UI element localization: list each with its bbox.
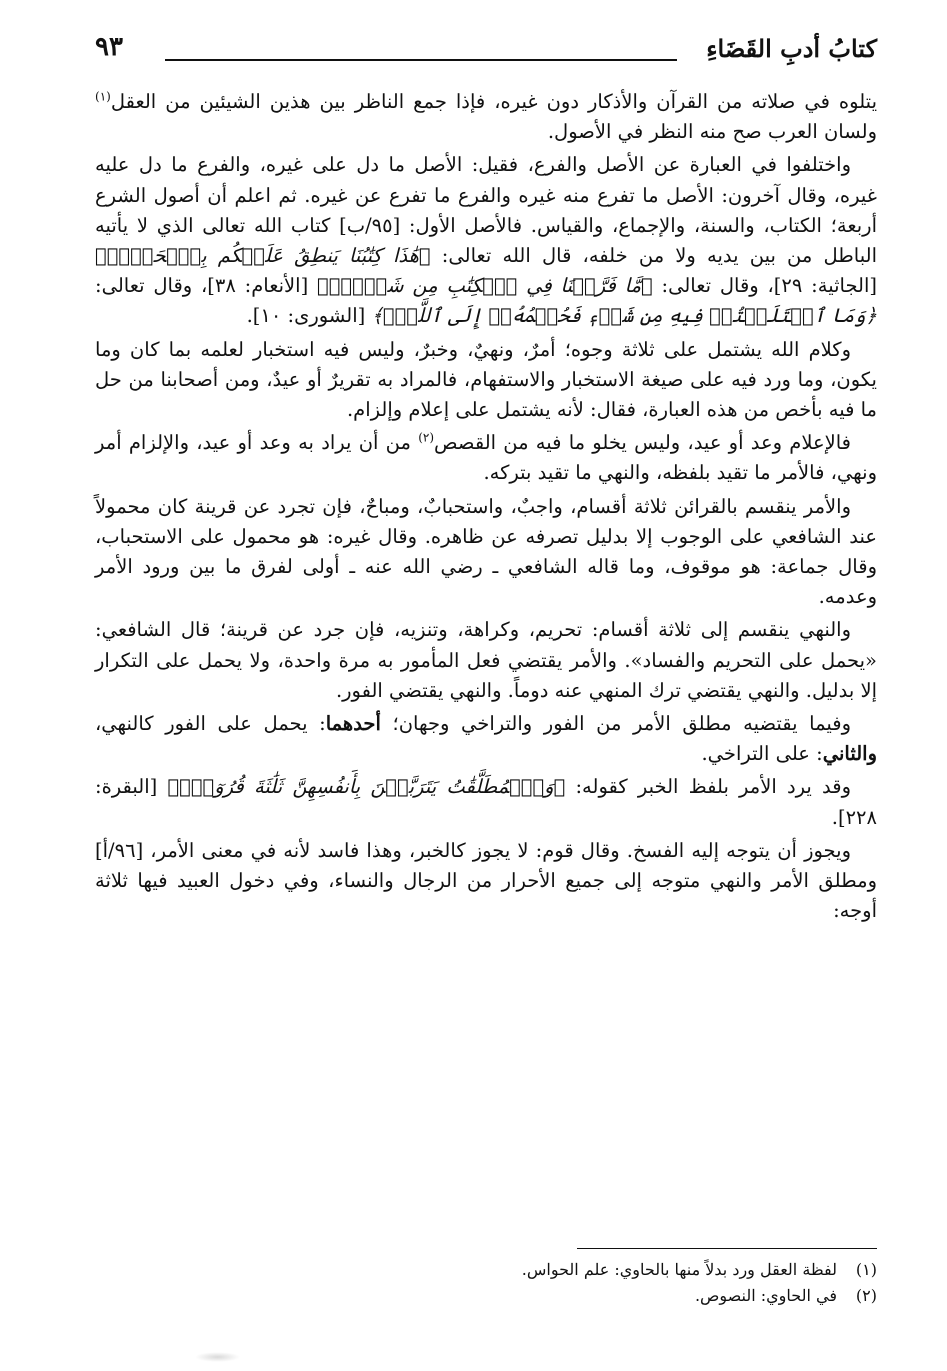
main-text <box>95 87 877 929</box>
paragraph-8: وقد يرد الأمر بلفظ الخبر كقوله: ﴿وَٱلۡمُطَلَّقَٰتُ يَتَرَبَّصۡنَ بِأَنفُسِهِنَّ ثَلَٰثَةَ قُرُوٓءٖۚ﴾ [البقرة: ٢٢٨]. <box>95 775 877 829</box>
footnote-ref-1[interactable]: (١) <box>95 89 111 104</box>
bold-term: والثاني <box>822 742 877 766</box>
footnote-rule <box>577 1248 877 1249</box>
running-header <box>95 28 877 72</box>
header-rule <box>165 59 677 61</box>
paragraph-4: فالإعلام وعد أو عيد، وليس يخلو ما فيه من القصص$^{(٢)}$ من أن يراد به وعد أو عيد، والإلزام أمر ونهي، فالأمر ما تقيد بلفظه، والنهي ما تقيد بتركه. <box>95 430 877 485</box>
paragraph-3: وكلام الله يشتمل على ثلاثة وجوه؛ أمرٌ، ونهيٌ، وخبرٌ، وليس فيه استخبار لعلمه بما كان وما يكون، وما ورد فيه على صيغة الاستخبار والاستفهام، فالمراد به تقريرٌ أو عيدٌ، ومن أصحابنا من حل ما فيه بأخص من هذه العبارة، فقال: لأنه يشتمل على إعلام وإلزام. <box>95 337 877 422</box>
paragraph-7: وفيما يقتضيه مطلق الأمر من الفور والتراخي وجهان؛ أحدهما: يحمل على الفور كالنهي، والثاني: على التراخي. <box>95 712 877 766</box>
quran-verse: ﴿هَٰذَا كِتَٰبُنَا يَنطِقُ عَلَيۡكُم بِٱلۡحَقِّۚ﴾ <box>95 244 431 268</box>
footnote-text: في الحاوي: النصوص. <box>694 1286 837 1305</box>
paragraph-1: يتلوه في صلاته من القرآن والأذكار دون غيره، فإذا جمع الناظر بين هذين الشيئين من العقل$^{(١)}$ ولسان العرب صح منه النظر في الأصول. <box>95 89 877 144</box>
paragraph-2: واختلفوا في العبارة عن الأصل والفرع، فقيل: الأصل ما دل على غيره، والفرع ما دل عليه غيره، وقال آخرون: الأصل ما تفرع منه غيره والفرع ما تفرع عن غيره. ثم اعلم أن أصول الشرع أربعة؛ الكتاب، والسنة، والإجماع، والقياس. فالأصل الأول: [٩٥/ب] كتاب الله تعالى الذي لا يأتيه الباطل من بين يديه ولا من خلفه، قال الله تعالى: ﴿هَٰذَا كِتَٰبُنَا يَنطِقُ عَلَيۡكُم بِٱلۡحَقِّۚ﴾ [الجاثية: ٢٩]، وقال تعالى: ﴿مَّا فَرَّطۡنَا فِي ٱلۡكِتَٰبِ مِن شَيۡءٖۚ﴾ [الأنعام: ٣٨]، وقال تعالى: ﴿وَمَا ٱخۡتَلَفۡتُمۡ فِيهِ مِن شَيۡءٖ فَحُكۡمُهُۥٓ إِلَى ٱللَّهِۚ﴾ [الشورى: ١٠]. <box>95 153 878 328</box>
footnote-number: (١) <box>855 1260 877 1279</box>
quran-verse: ﴿وَٱلۡمُطَلَّقَٰتُ يَتَرَبَّصۡنَ بِأَنفُسِهِنَّ ثَلَٰثَةَ قُرُوٓءٖۚ﴾ <box>167 775 566 799</box>
paragraph-9: ويجوز أن يتوجه إليه الفسخ. وقال قوم: لا يجوز كالخبر، وهذا فاسد لأنه في معنى الأمر، [٩٦/أ] ومطلق الأمر والنهي متوجه إلى جميع الأحرار من الرجال والنساء، وفي دخول العبيد فيها ثلاثة أوجه: <box>95 838 877 923</box>
paragraph-6: والنهي ينقسم إلى ثلاثة أقسام: تحريم، وكراهة، وتنزيه، فإن جرد عن قرينة؛ قال الشافعي: «يحمل على التحريم والفساد». والأمر يقتضي فعل المأمور به مرة واحدة، ولا يحمل على التكرار إلا بدليل. والنهي يقتضي ترك المنهي عنه دوماً. والنهي يقتضي الفور. <box>95 618 877 702</box>
footnote-text: لفظة العقل ورد بدلاً منها بالحاوي: علم الحواس. <box>521 1260 837 1279</box>
scan-smudge <box>195 1352 240 1362</box>
footnote-ref-2[interactable]: (٢) <box>418 430 435 445</box>
quran-verse: ﴿وَمَا ٱخۡتَلَفۡتُمۡ فِيهِ مِن شَيۡءٖ فَحُكۡمُهُۥٓ إِلَى ٱللَّهِۚ﴾ <box>371 304 877 328</box>
footnote-2 <box>95 1283 877 1309</box>
footnotes <box>95 1257 877 1309</box>
page-number: ٩٣ <box>95 32 123 62</box>
paragraph-5: والأمر ينقسم بالقرائن ثلاثة أقسام، واجبٌ، واستحبابٌ، ومباحٌ، فإن تجرد عن قرينة كان محمولاً عند الشافعي على الوجوب إلا بدليل تصرفه عن ظاهره. وقال غيره: هو محمول على الاستحباب، وقال جماعة: هو موقوف، وما قاله الشافعي ـ رضي الله عنه ـ أولى لفرق ما بين ورود الأمر وعدمه. <box>95 494 877 609</box>
bold-term: أحدهما <box>325 712 381 736</box>
book-title: كتابُ أدبِ القَضَاءِ <box>706 34 877 63</box>
quran-verse: ﴿مَّا فَرَّطۡنَا فِي ٱلۡكِتَٰبِ مِن شَيۡءٖۚ﴾ <box>317 274 653 298</box>
footnote-number: (٢) <box>855 1286 877 1305</box>
footnote-1 <box>95 1257 877 1283</box>
